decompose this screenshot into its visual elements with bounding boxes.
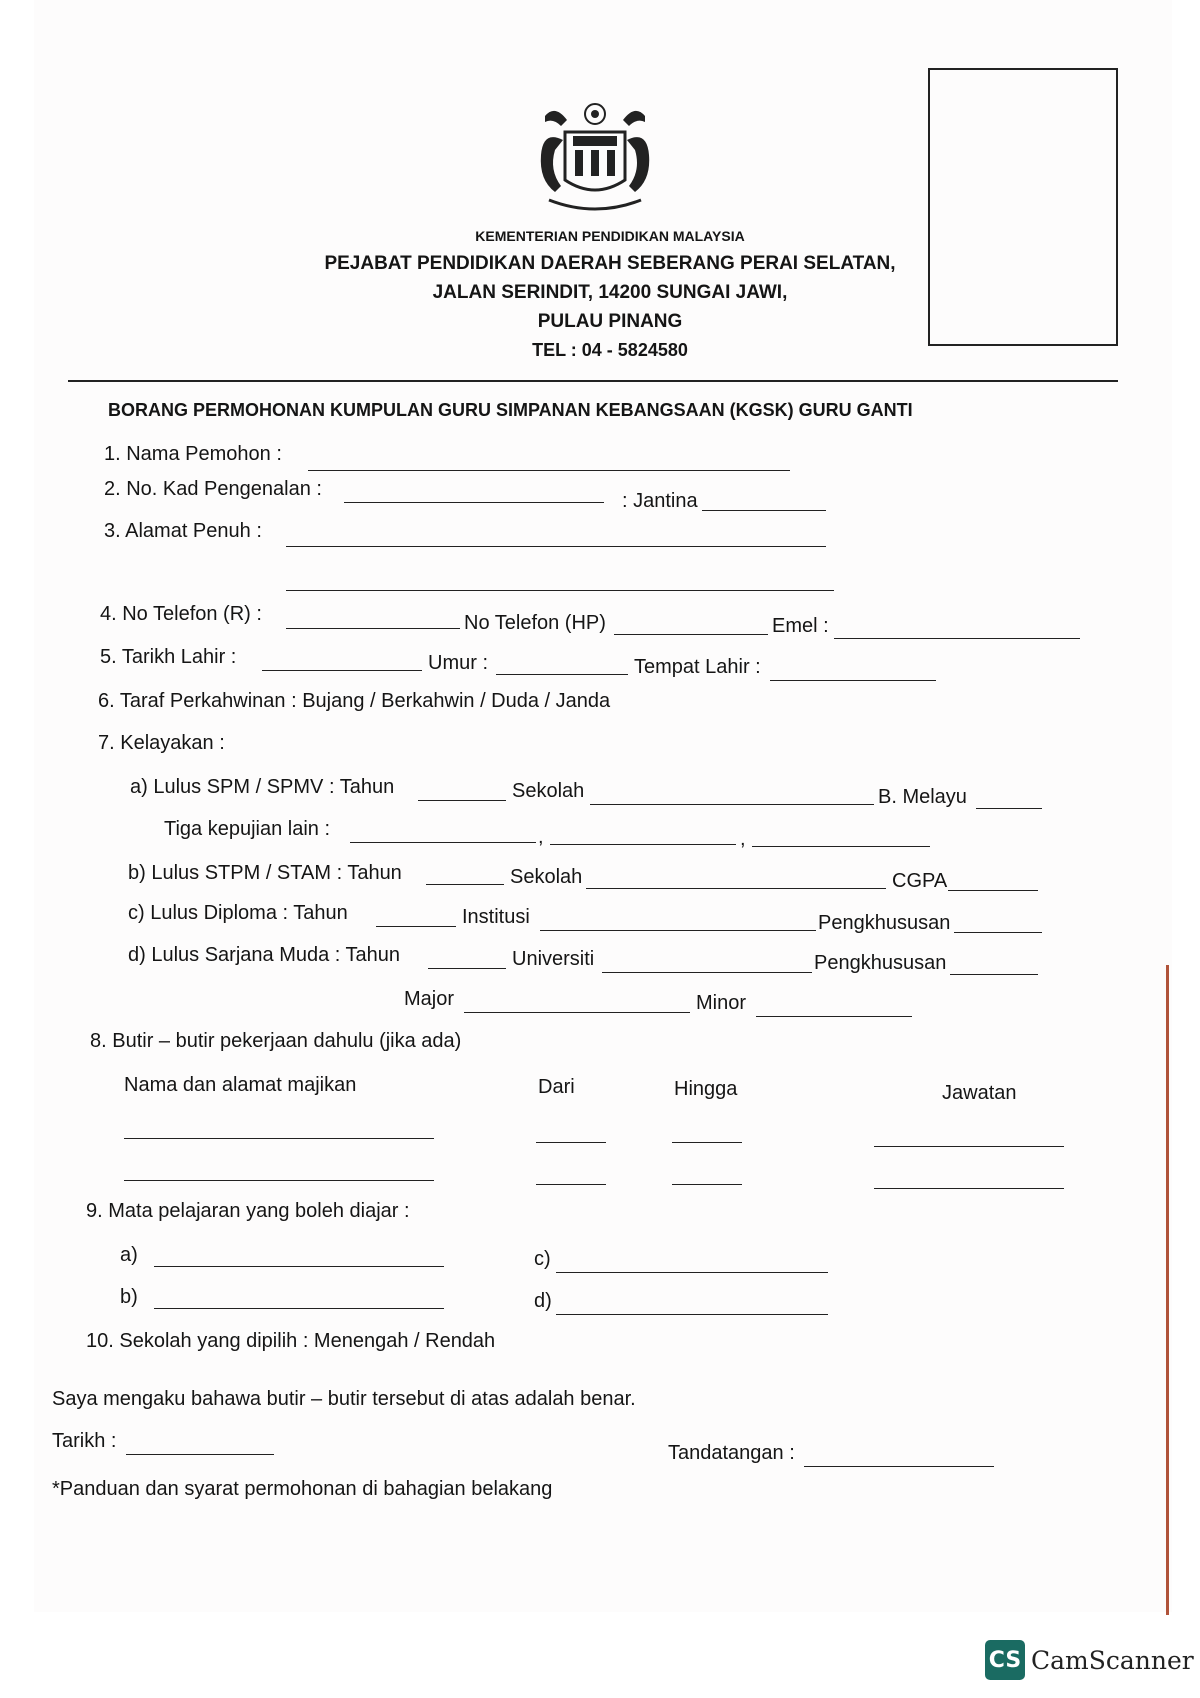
camscanner-name: CamScanner <box>1031 1645 1194 1675</box>
position-col-header: Jawatan <box>942 1082 1017 1104</box>
from-col-header: Dari <box>538 1076 575 1098</box>
employer-col-header: Nama dan alamat majikan <box>124 1074 357 1096</box>
employer-field-2[interactable] <box>124 1180 434 1181</box>
qual-c-label: c) Lulus Diploma : Tahun <box>128 902 348 924</box>
name-field[interactable] <box>308 470 790 471</box>
field-3-label: 3. Alamat Penuh : <box>104 520 262 542</box>
qual-b-label: b) Lulus STPM / STAM : Tahun <box>128 862 402 884</box>
birth-place-label: Tempat Lahir : <box>634 656 761 678</box>
employer-field-1[interactable] <box>124 1138 434 1139</box>
minor-label: Minor <box>696 992 747 1014</box>
spm-year-field[interactable] <box>418 800 506 801</box>
qual-a-school-label: Sekolah <box>512 780 585 802</box>
office-street: JALAN SERINDIT, 14200 SUNGAI JAWI, <box>432 282 788 303</box>
form-title: BORANG PERMOHONAN KUMPULAN GURU SIMPANAN KEBANGSAAN (KGSK) GURU GANTI <box>108 400 913 420</box>
email-field[interactable] <box>834 638 1080 639</box>
guidance-note: *Panduan dan syarat permohonan di bahagian belakang <box>52 1478 553 1500</box>
stpm-year-field[interactable] <box>426 884 504 885</box>
degree-spec-label: Pengkhususan <box>814 952 947 974</box>
field-6-label: 6. Taraf Perkahwinan : Bujang / Berkahwin / Duda / Janda <box>98 690 611 712</box>
diploma-spec-field[interactable] <box>954 932 1042 933</box>
subject-c-label: c) <box>534 1248 551 1270</box>
field-5-label: 5. Tarikh Lahir : <box>100 646 237 668</box>
date-field[interactable] <box>126 1454 274 1455</box>
diploma-year-field[interactable] <box>376 926 456 927</box>
to-field-1[interactable] <box>672 1142 742 1143</box>
bm-grade-field[interactable] <box>976 808 1042 809</box>
credit-1-field[interactable] <box>350 842 536 843</box>
credit-3-field[interactable] <box>752 846 930 847</box>
university-field[interactable] <box>602 972 812 973</box>
age-label: Umur : <box>428 652 488 674</box>
coat-of-arms-logo <box>525 100 665 220</box>
gender-field[interactable] <box>702 510 826 511</box>
major-label: Major <box>404 988 455 1010</box>
address-field-2[interactable] <box>286 590 834 591</box>
to-col-header: Hingga <box>674 1078 738 1100</box>
field-9-label: 9. Mata pelajaran yang boleh diajar : <box>86 1200 410 1222</box>
minor-field[interactable] <box>756 1016 912 1017</box>
address-field-1[interactable] <box>286 546 826 547</box>
ministry-name: KEMENTERIAN PENDIDIKAN MALAYSIA <box>475 228 745 244</box>
position-field-1[interactable] <box>874 1146 1064 1147</box>
major-field[interactable] <box>464 1012 690 1013</box>
bm-label: B. Melayu <box>878 786 967 808</box>
subject-d-label: d) <box>534 1290 552 1312</box>
subject-d-field[interactable] <box>556 1314 828 1315</box>
subject-c-field[interactable] <box>556 1272 828 1273</box>
field-2-label: 2. No. Kad Pengenalan : <box>104 478 322 500</box>
declaration-text: Saya mengaku bahawa butir – butir tersebut di atas adalah benar. <box>52 1388 636 1410</box>
field-7-label: 7. Kelayakan : <box>98 732 225 754</box>
degree-year-field[interactable] <box>428 968 506 969</box>
subject-b-field[interactable] <box>154 1308 444 1309</box>
office-state: PULAU PINANG <box>537 311 683 332</box>
birth-place-field[interactable] <box>770 680 936 681</box>
camscanner-watermark <box>985 1640 1194 1680</box>
from-field-2[interactable] <box>536 1184 606 1185</box>
field-8-label: 8. Butir – butir pekerjaan dahulu (jika ada) <box>90 1030 462 1052</box>
degree-spec-field[interactable] <box>950 974 1038 975</box>
birth-date-field[interactable] <box>262 670 422 671</box>
from-field-1[interactable] <box>536 1142 606 1143</box>
university-label: Universiti <box>512 948 595 970</box>
scan-edge <box>1166 965 1169 1615</box>
to-field-2[interactable] <box>672 1184 742 1185</box>
photo-box <box>928 68 1118 346</box>
institution-field[interactable] <box>540 930 816 931</box>
office-name: PEJABAT PENDIDIKAN DAERAH SEBERANG PERAI SELATAN, <box>324 253 896 274</box>
qual-d-label: d) Lulus Sarjana Muda : Tahun <box>128 944 401 966</box>
jantina-label: : Jantina <box>622 490 698 512</box>
field-4-label: 4. No Telefon (R) : <box>100 603 262 625</box>
cgpa-field[interactable] <box>948 890 1038 891</box>
subject-a-field[interactable] <box>154 1266 444 1267</box>
ic-number-field[interactable] <box>344 502 604 503</box>
phone-home-field[interactable] <box>286 628 460 629</box>
comma-2: , <box>740 828 746 850</box>
phone-hp-label: No Telefon (HP) <box>464 612 606 634</box>
signature-field[interactable] <box>804 1466 994 1467</box>
stpm-school-field[interactable] <box>586 888 886 889</box>
subject-a-label: a) <box>120 1244 138 1266</box>
subject-b-label: b) <box>120 1286 138 1308</box>
date-label: Tarikh : <box>52 1430 117 1452</box>
comma-1: , <box>538 826 544 848</box>
field-1-label: 1. Nama Pemohon : <box>104 443 282 465</box>
position-field-2[interactable] <box>874 1188 1064 1189</box>
cgpa-label: CGPA <box>892 870 948 892</box>
camscanner-logo-icon: CS <box>985 1640 1025 1680</box>
signature-label: Tandatangan : <box>668 1442 795 1464</box>
field-10-label: 10. Sekolah yang dipilih : Menengah / Rendah <box>86 1330 496 1352</box>
email-label: Emel : <box>772 615 829 637</box>
qual-a-label: a) Lulus SPM / SPMV : Tahun <box>130 776 395 798</box>
spm-school-field[interactable] <box>590 804 874 805</box>
phone-hp-field[interactable] <box>614 634 768 635</box>
age-field[interactable] <box>496 674 628 675</box>
institution-label: Institusi <box>462 906 530 928</box>
credits-label: Tiga kepujian lain : <box>164 818 331 840</box>
qual-b-school-label: Sekolah <box>510 866 583 888</box>
credit-2-field[interactable] <box>550 844 736 845</box>
divider <box>68 380 1118 382</box>
diploma-spec-label: Pengkhususan <box>818 912 951 934</box>
office-tel: TEL : 04 - 5824580 <box>532 340 688 360</box>
